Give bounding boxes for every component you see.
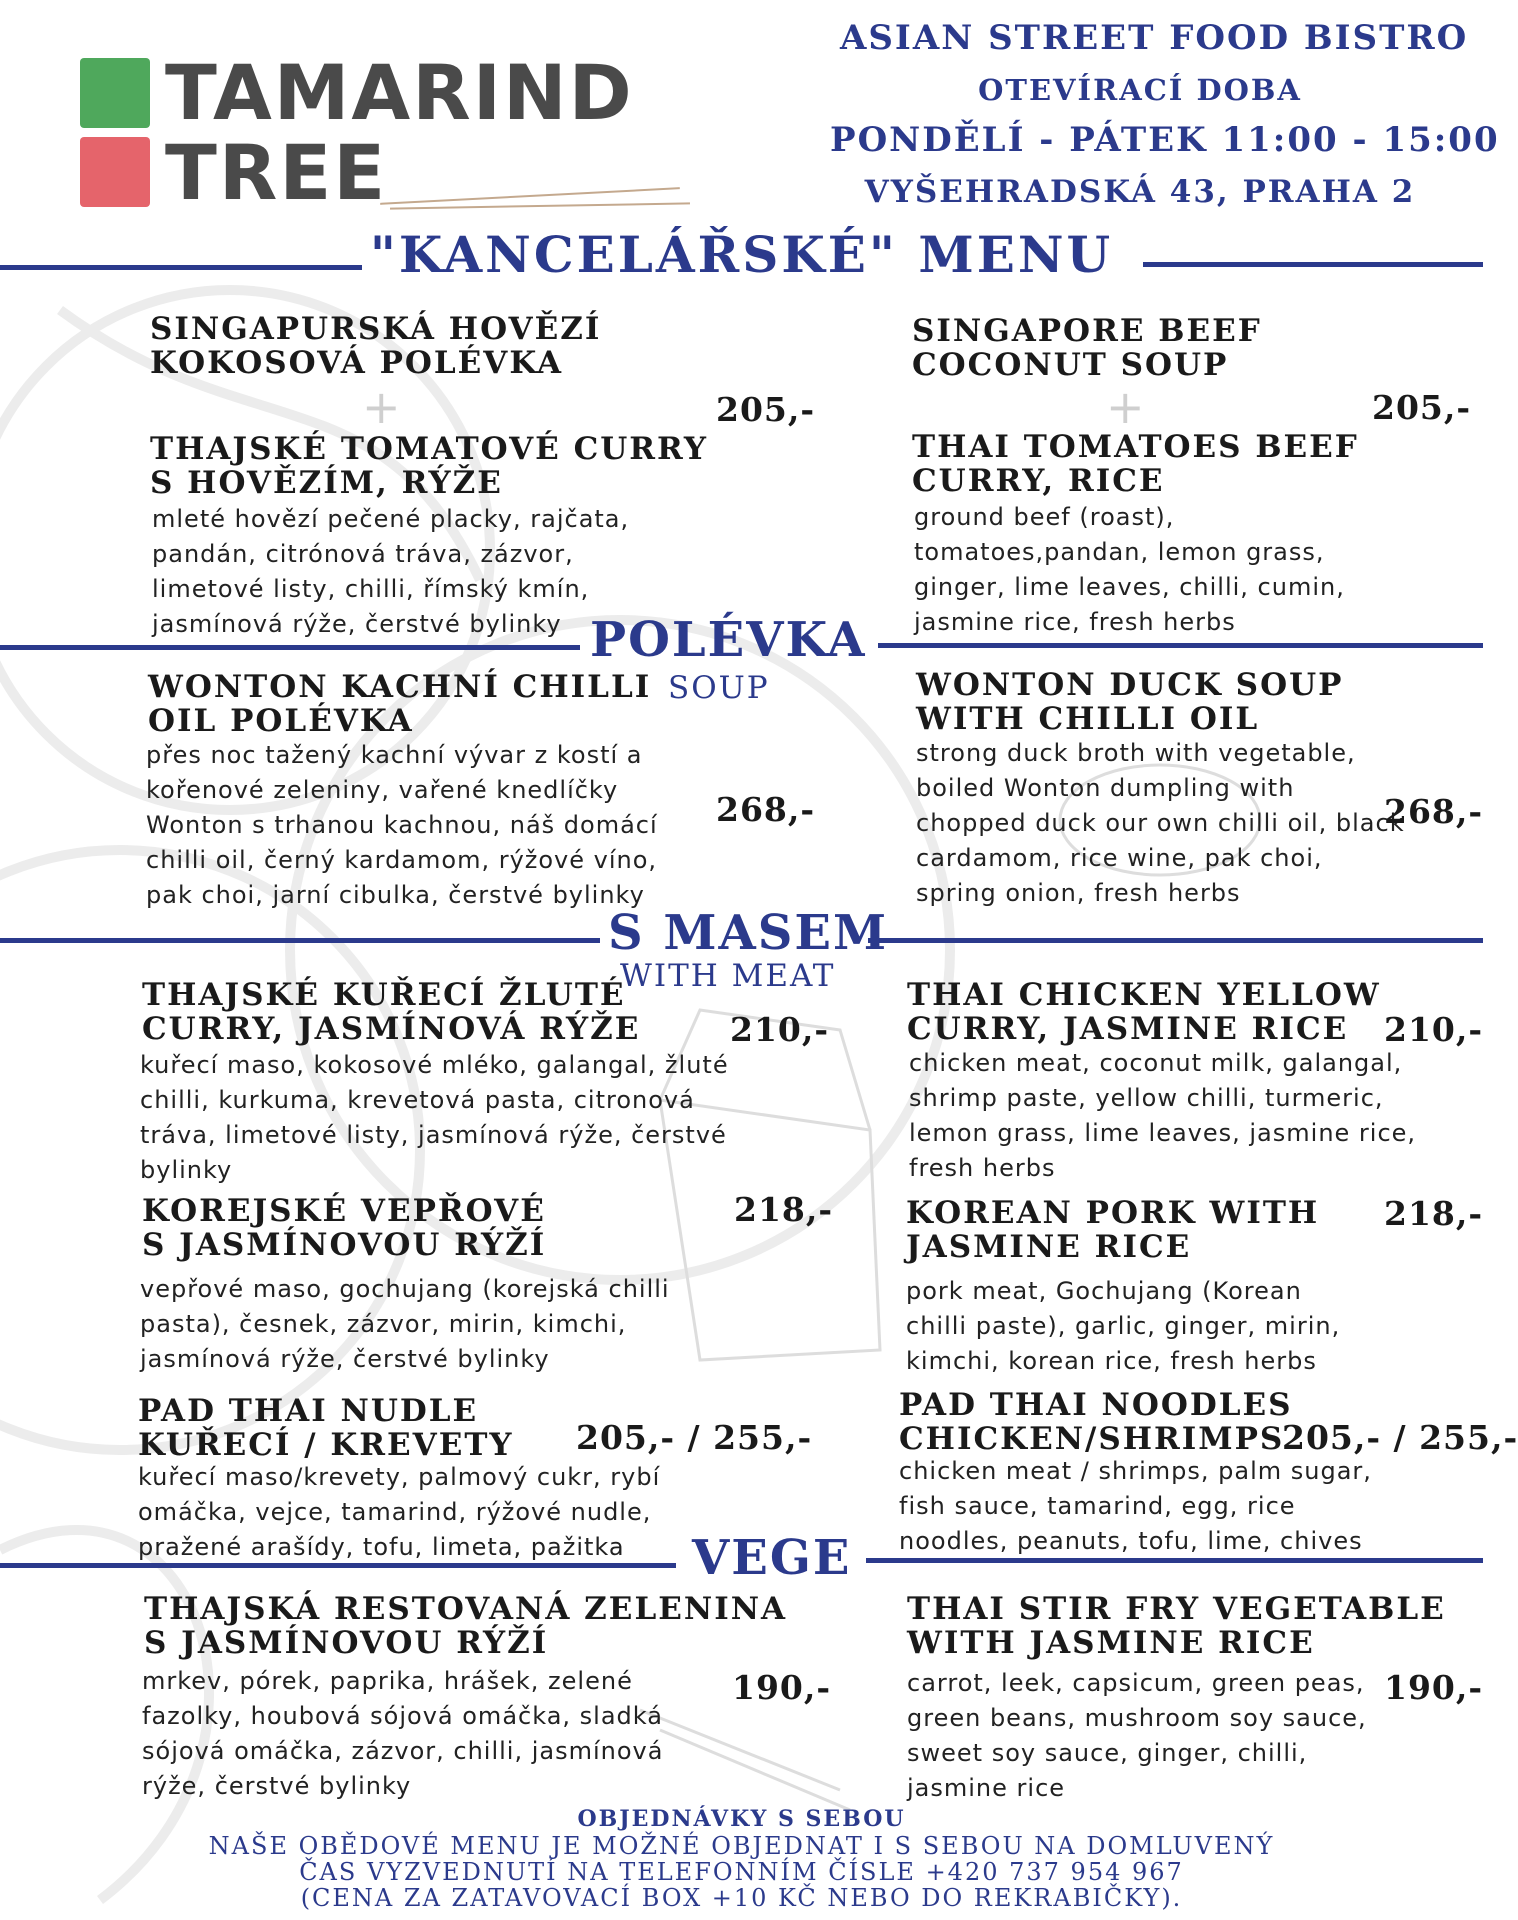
- plus-sign: +: [1106, 380, 1145, 434]
- meat-item-1-price-en: 210,-: [1384, 1010, 1484, 1049]
- meat-item-2-price-cz: 218,-: [734, 1190, 834, 1229]
- opening-hours: PONDĚLÍ - PÁTEK 11:00 - 15:00: [830, 120, 1500, 160]
- meat-item-1-name-en: THAI CHICKEN YELLOW CURRY, JASMINE RICE: [907, 977, 1381, 1047]
- section-title-meat: S MASEM: [608, 905, 889, 961]
- meat-item-1-description-cz: kuřecí maso, kokosové mléko, galangal, žluté chilli, kurkuma, krevetová pasta, citronová tráva, limetové listy, jasmínová rýže, čerstvé bylinky: [140, 1051, 729, 1184]
- chopstick-icon: [380, 187, 680, 205]
- vege-name-en: THAI STIR FRY VEGETABLE WITH JASMINE RICE: [907, 1591, 1446, 1661]
- meat-item-3-description-en: chicken meat / shrimps, palm sugar, fish sauce, tamarind, egg, rice noodles, peanuts, tofu, lime, chives: [899, 1457, 1372, 1555]
- meat-item-2-name-en: KOREAN PORK WITH JASMINE RICE: [906, 1195, 1320, 1265]
- footer-line-2: ČAS VYZVEDNUTÍ NA TELEFONNÍM ČÍSLE +420 737 954 967: [299, 1858, 1184, 1886]
- logo-text-tamarind: TAMARIND: [165, 48, 634, 137]
- meat-item-3-name-en: PAD THAI NOODLES CHICKEN/SHRIMPS: [899, 1387, 1293, 1457]
- divider: [878, 643, 1483, 648]
- meat-item-1-description-en: chicken meat, coconut milk, galangal, shrimp paste, yellow chilli, turmeric, lemon grass, lime leaves, jasmine rice, fresh herbs: [909, 1049, 1417, 1182]
- vege-description-cz: mrkev, pórek, paprika, hrášek, zelené fazolky, houbová sójová omáčka, sladká sójová omáčka, zázvor, chilli, jasmínová rýže, čerstvé bylinky: [142, 1667, 664, 1800]
- divider: [868, 938, 1483, 943]
- footer-line-3: (CENA ZA ZATAVOVACÍ BOX +10 KČ NEBO DO REKRABIČKY).: [300, 1884, 1183, 1912]
- soup-price-en: 268,-: [1384, 792, 1484, 831]
- vege-price-cz: 190,-: [732, 1668, 832, 1707]
- section-subtitle-soup: SOUP: [668, 670, 770, 706]
- plus-sign: +: [362, 380, 401, 434]
- hours-label: OTEVÍRACÍ DOBA: [978, 73, 1302, 107]
- combo-price-en: 205,-: [1372, 388, 1472, 427]
- combo-description-cz: mleté hovězí pečené placky, rajčata, pandán, citrónová tráva, zázvor, limetové listy, chilli, římský kmín, jasmínová rýže, čerstvé bylinky: [152, 505, 630, 638]
- footer-line-1: NAŠE OBĚDOVÉ MENU JE MOŽNÉ OBJEDNAT I S SEBOU NA DOMLUVENÝ: [208, 1832, 1275, 1860]
- vege-description-en: carrot, leek, capsicum, green peas, green beans, mushroom soy sauce, sweet soy sauce, ginger, chilli, jasmine rice: [907, 1669, 1367, 1802]
- menu-title: "KANCELÁŘSKÉ" MENU: [369, 225, 1114, 284]
- logo-text-tree: TREE: [165, 128, 388, 217]
- vege-name-cz: THAJSKÁ RESTOVANÁ ZELENINA S JASMÍNOVOU RÝŽÍ: [144, 1591, 788, 1661]
- meat-item-3-name-cz: PAD THAI NUDLE KUŘECÍ / KREVETY: [138, 1393, 514, 1463]
- logo-leaf-icon: [80, 58, 150, 128]
- chopstick-icon: [390, 202, 690, 209]
- soup-name-cz: WONTON KACHNÍ CHILLI OIL POLÉVKA: [148, 669, 652, 739]
- soup-price-cz: 268,-: [716, 790, 816, 829]
- meat-item-1-name-cz: THAJSKÉ KUŘECÍ ŽLUTÉ CURRY, JASMÍNOVÁ RÝŽE: [142, 977, 641, 1047]
- section-subtitle-meat: WITH MEAT: [620, 958, 836, 994]
- footer-title: OBJEDNÁVKY S SEBOU: [577, 1806, 906, 1832]
- combo-soup-name-cz: SINGAPURSKÁ HOVĚZÍ KOKOSOVÁ POLÉVKA: [150, 311, 602, 381]
- soup-description-cz: přes noc tažený kachní vývar z kostí a kořenové zeleniny, vařené knedlíčky Wonton s trhanou kachnou, náš domácí chilli oil, černý kardamom, rýžové víno, pak choi, jarní cibulka, čerstvé bylinky: [146, 741, 658, 909]
- tagline: ASIAN STREET FOOD BISTRO: [840, 18, 1469, 58]
- soup-name-en: WONTON DUCK SOUP WITH CHILLI OIL: [916, 667, 1344, 737]
- vege-price-en: 190,-: [1384, 1668, 1484, 1707]
- logo: [80, 48, 634, 217]
- divider: [0, 938, 600, 943]
- logo-chilli-icon: [80, 137, 150, 207]
- combo-main-name-en: THAI TOMATOES BEEF CURRY, RICE: [912, 429, 1359, 499]
- meat-item-2-price-en: 218,-: [1384, 1194, 1484, 1233]
- section-title-vege: VEGE: [692, 1530, 852, 1586]
- address: VYŠEHRADSKÁ 43, PRAHA 2: [864, 174, 1416, 210]
- meat-item-3-price-cz: 205,- / 255,-: [576, 1418, 813, 1457]
- combo-description-en: ground beef (roast), tomatoes,pandan, lemon grass, ginger, lime leaves, chilli, cumin, jasmine rice, fresh herbs: [914, 503, 1345, 636]
- meat-item-3-description-cz: kuřecí maso/krevety, palmový cukr, rybí omáčka, vejce, tamarind, rýžové nudle, pražené arašídy, tofu, limeta, pažitka: [138, 1463, 661, 1561]
- meat-item-3-price-en: 205,- / 255,-: [1282, 1418, 1518, 1457]
- meat-item-1-price-cz: 210,-: [730, 1010, 830, 1049]
- soup-description-en: strong duck broth with vegetable, boiled Wonton dumpling with chopped duck our own chilli oil, black cardamom, rice wine, pak choi, spring onion, fresh herbs: [916, 739, 1405, 907]
- meat-item-2-description-cz: vepřové maso, gochujang (korejská chilli pasta), česnek, zázvor, mirin, kimchi, jasmínová rýže, čerstvé bylinky: [140, 1275, 670, 1373]
- meat-item-2-name-cz: KOREJSKÉ VEPŘOVÉ S JASMÍNOVOU RÝŽÍ: [142, 1193, 547, 1263]
- combo-soup-name-en: SINGAPORE BEEF COCONUT SOUP: [912, 313, 1262, 383]
- combo-main-name-cz: THAJSKÉ TOMATOVÉ CURRY S HOVĚZÍM, RÝŽE: [150, 431, 708, 501]
- meat-item-2-description-en: pork meat, Gochujang (Korean chilli paste), garlic, ginger, mirin, kimchi, korean rice, fresh herbs: [906, 1277, 1341, 1375]
- section-title-soup: POLÉVKA: [590, 612, 867, 668]
- divider: [0, 645, 580, 650]
- combo-price-cz: 205,-: [716, 390, 816, 429]
